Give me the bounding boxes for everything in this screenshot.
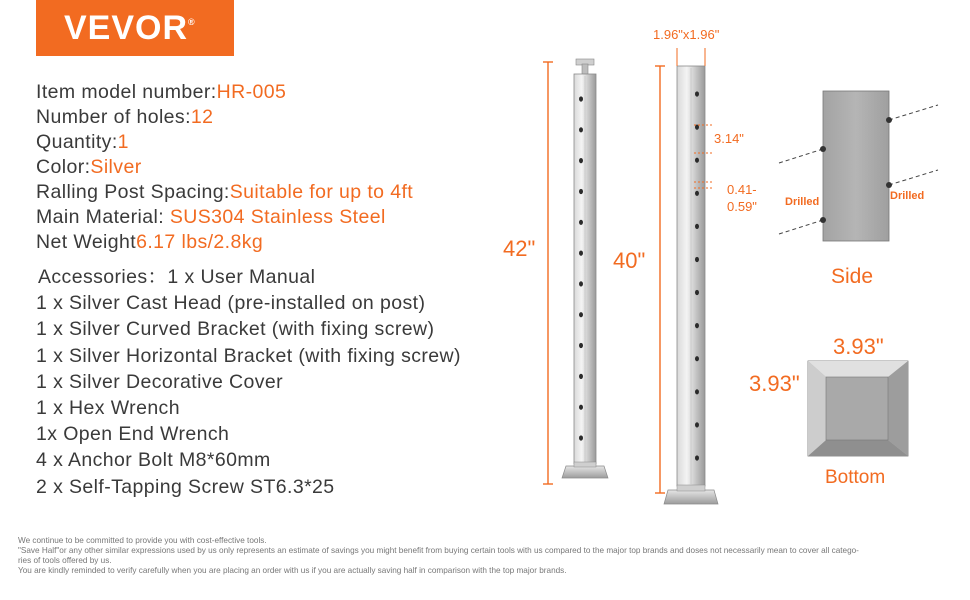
disclaimer-line: You are kindly reminded to verify carefully when you are placing an order with us if you are actually saving half in comparison with the top major brands.	[18, 566, 567, 575]
disclaimer	[18, 536, 948, 576]
cross-section-label: 1.96"x1.96"	[653, 27, 720, 42]
post-hole	[579, 251, 583, 256]
spec-weight: Net Weight6.17 lbs/2.8kg	[36, 231, 264, 253]
spec-model: Item model number:HR-005	[36, 81, 287, 103]
accessory-item: 1 x Silver Horizontal Bracket (with fixing screw)	[36, 344, 461, 367]
post-hole	[579, 220, 583, 225]
bottom-view-diagram	[808, 361, 908, 456]
post-hole	[579, 343, 583, 348]
post-hole	[695, 191, 699, 196]
hole-size-label-bottom: 0.59"	[727, 199, 757, 214]
spec-quantity: Quantity:1	[36, 131, 129, 153]
post-hole	[695, 158, 699, 163]
accessory-item: Accessories：1 x User Manual	[38, 266, 316, 288]
railing-post-plain	[664, 66, 718, 504]
bottom-view-title: Bottom	[825, 467, 886, 488]
base-depth-label: 3.93"	[749, 371, 800, 396]
post-hole	[695, 455, 699, 460]
post-hole	[695, 389, 699, 394]
post-hole	[579, 127, 583, 132]
post-hole	[579, 435, 583, 440]
post-hole	[579, 96, 583, 101]
cross-section-marker	[677, 48, 705, 66]
accessory-item: 1 x Silver Curved Bracket (with fixing screw)	[36, 318, 435, 341]
post-hole	[695, 257, 699, 262]
spec-spacing: Ralling Post Spacing:Suitable for up to 4ft	[36, 181, 414, 203]
height-40-dimension-line	[655, 66, 665, 493]
side-view-title: Side	[831, 265, 874, 288]
height-40-label: 40"	[613, 248, 646, 273]
height-42-label: 42"	[503, 236, 536, 261]
accessory-item: 1 x Silver Cast Head (pre-installed on post)	[36, 292, 426, 315]
accessory-item: 1x Open End Wrench	[36, 423, 230, 446]
post-hole	[579, 312, 583, 317]
post-hole	[695, 356, 699, 361]
post-hole	[695, 224, 699, 229]
disclaimer-line: "Save Half"or any other similar expressions used by us only represents an estimate of savings you might benefit from buying certain tools with us compared to the major top brands and doses not necessarily mean to cover all catego-	[18, 546, 859, 555]
post-hole	[695, 91, 699, 96]
side-view-diagram	[779, 91, 938, 241]
accessory-item: 2 x Self-Tapping Screw ST6.3*25	[36, 475, 335, 498]
disclaimer-line: We continue to be committed to provide you with cost-effective tools.	[18, 536, 267, 545]
post-hole	[579, 158, 583, 163]
height-42-dimension-line	[543, 62, 553, 484]
hole-size-label-top: 0.41-	[727, 182, 757, 197]
drilled-label-right: Drilled	[890, 190, 925, 202]
post-hole	[695, 323, 699, 328]
hole-spacing-label: 3.14"	[714, 131, 744, 146]
base-width-label: 3.93"	[833, 334, 884, 359]
post-hole	[579, 281, 583, 286]
spec-material: Main Material: SUS304 Stainless Steel	[36, 206, 386, 228]
spec-holes: Number of holes:12	[36, 106, 214, 128]
brand-name: VEVOR	[64, 9, 189, 47]
accessory-item: 4 x Anchor Bolt M8*60mm	[36, 449, 271, 472]
accessory-item: 1 x Hex Wrench	[36, 397, 180, 420]
spec-color: Color:Silver	[36, 156, 142, 178]
accessory-item: 1 x Silver Decorative Cover	[36, 370, 284, 393]
post-hole	[579, 405, 583, 410]
drilled-label-left: Drilled	[785, 196, 820, 208]
railing-post-with-head	[562, 59, 608, 478]
post-hole	[579, 189, 583, 194]
post-hole	[695, 422, 699, 427]
post-hole	[579, 374, 583, 379]
registered-mark: ®	[188, 17, 196, 27]
disclaimer-line: ries of tools offered by us.	[18, 556, 112, 565]
post-hole	[695, 290, 699, 295]
